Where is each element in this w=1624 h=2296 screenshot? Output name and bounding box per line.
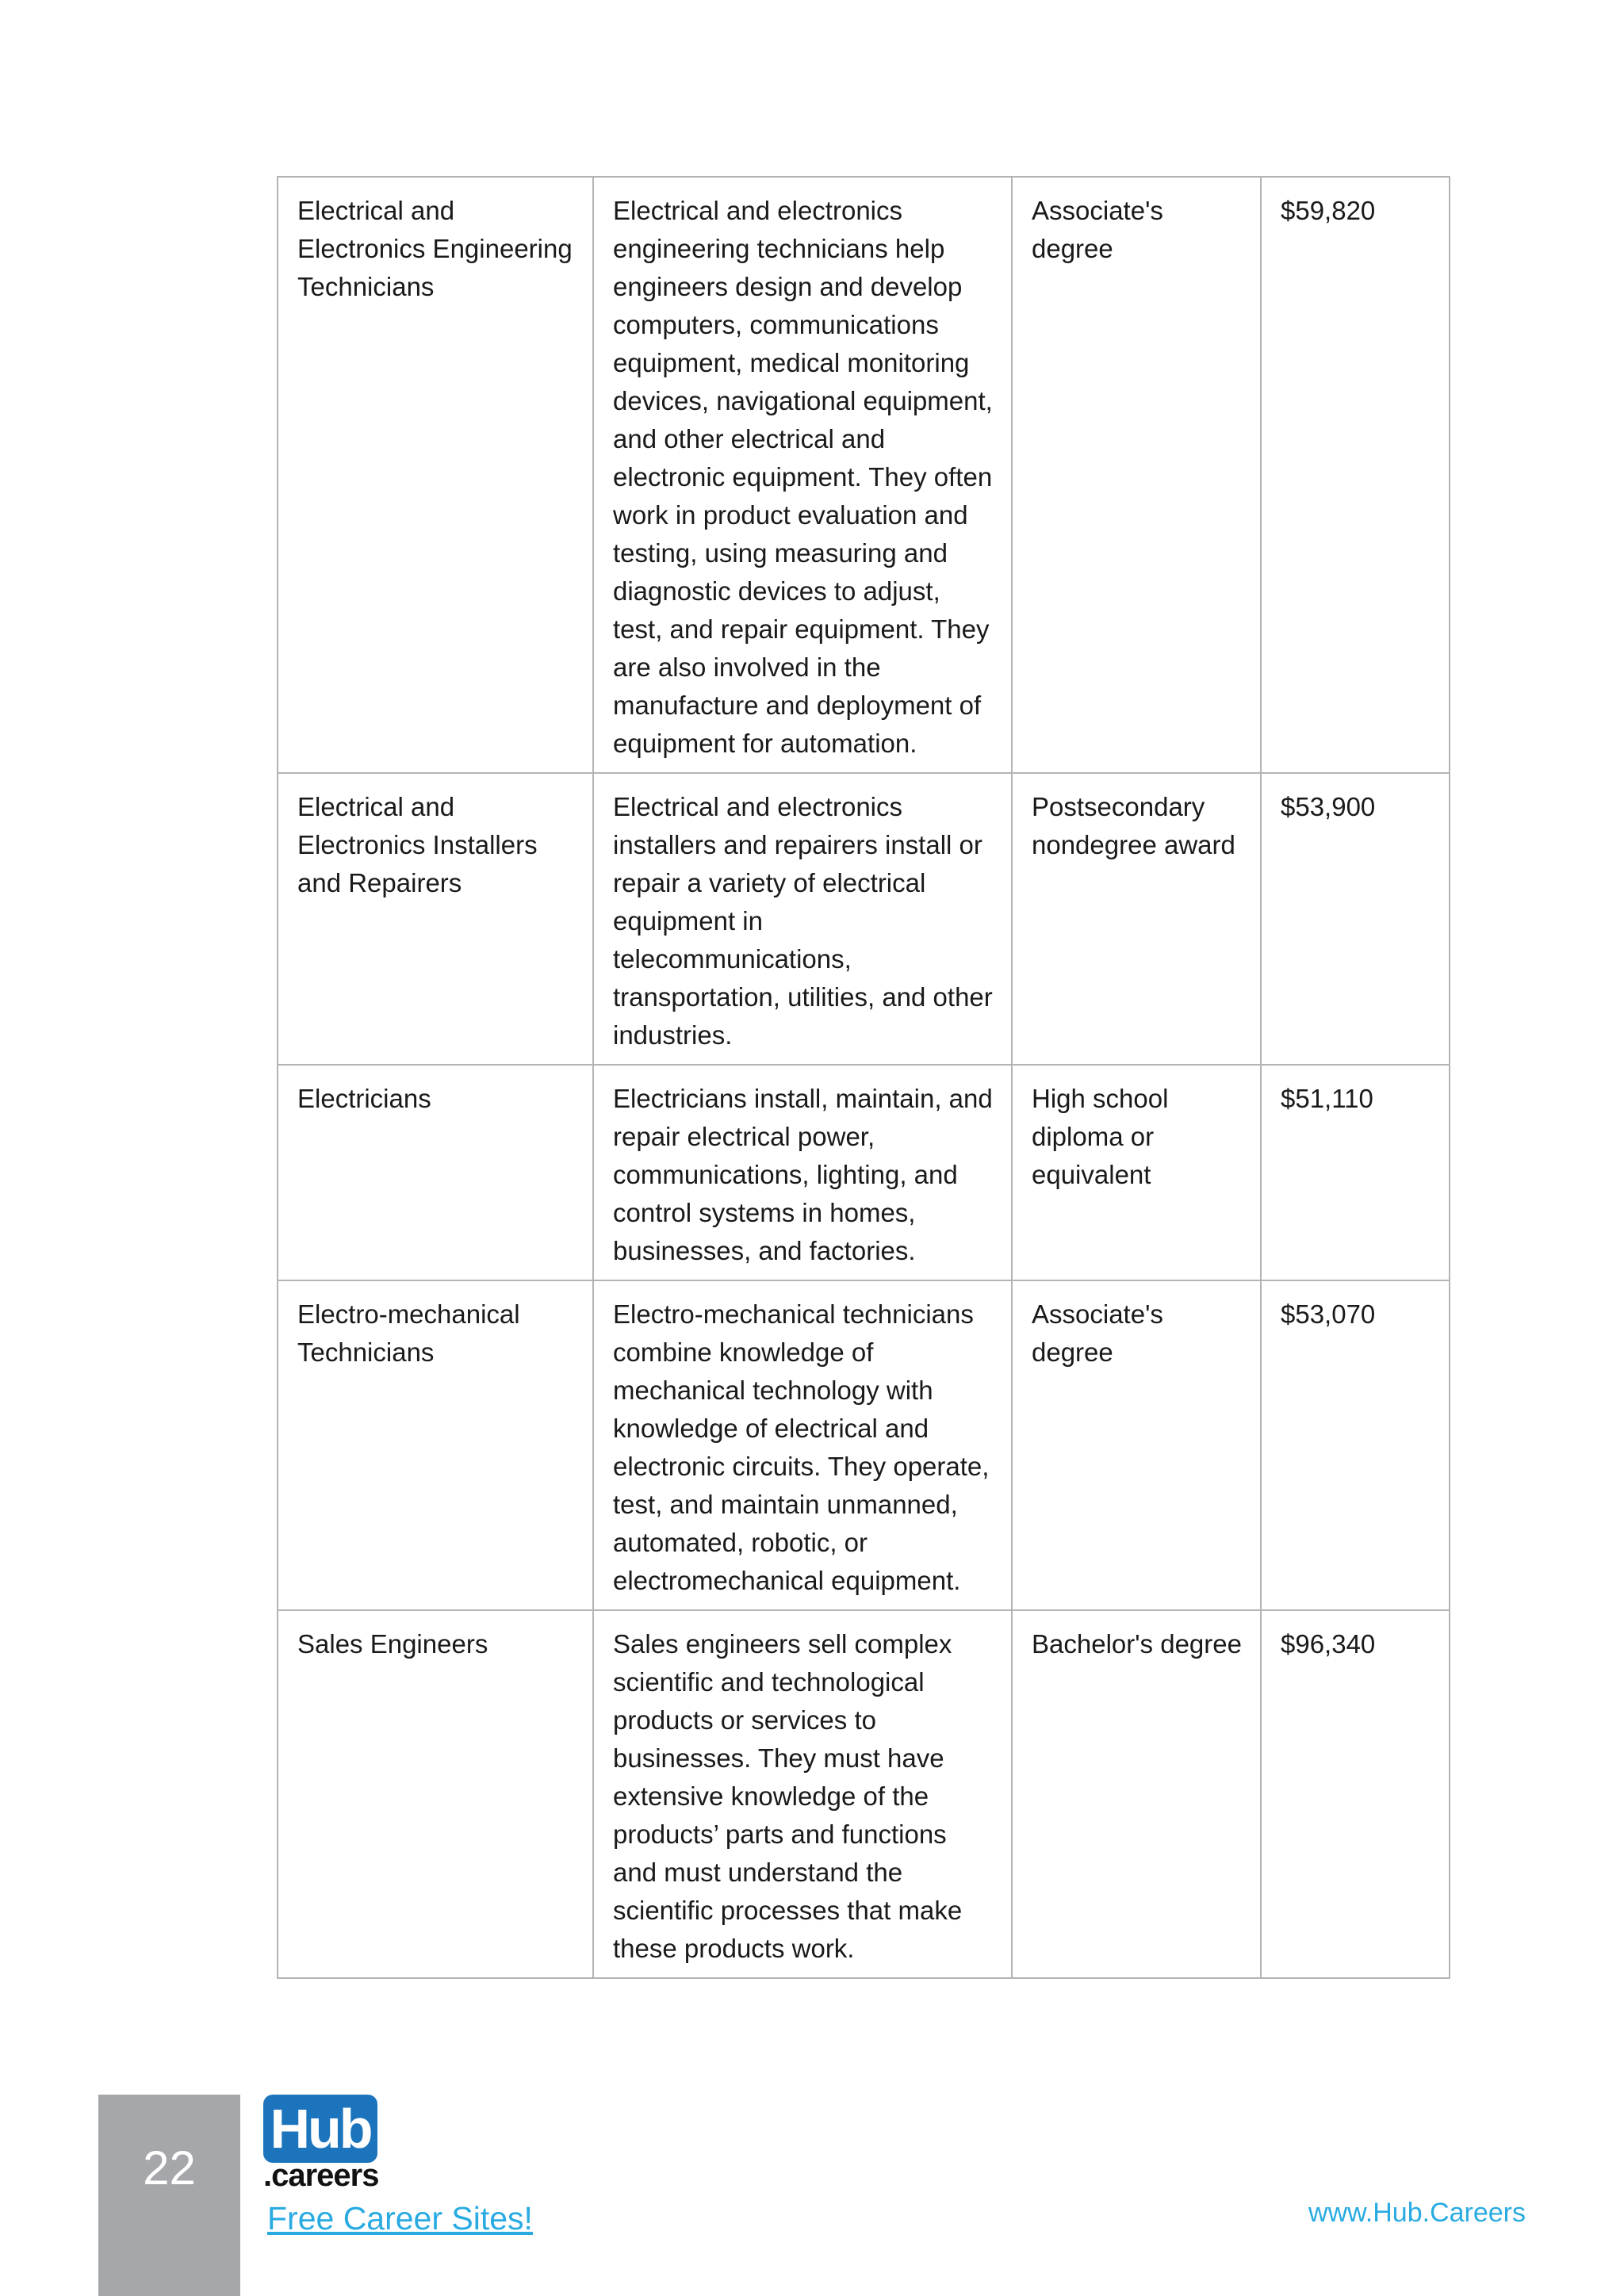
description-cell: Electrical and electronics engineering technicians help engineers design and develop computers, communications equipment, medical monitoring devices, navigational equipment, and other electrical and electronic equipment. They often work in product evaluation and testing, using measuring and diagnostic devices to adjust, test, and repair equipment. They are also involved in the manufacture and deployment of equipment for automation.	[593, 177, 1012, 773]
pay-cell: $53,070	[1261, 1280, 1450, 1610]
occupation-cell: Electrical and Electronics Installers and Repairers	[278, 773, 593, 1065]
table-row	[278, 1065, 1450, 1280]
table-row	[278, 1610, 1450, 1978]
page-number: 22	[143, 2141, 196, 2195]
education-cell: Associate's degree	[1012, 177, 1261, 773]
table-row	[278, 177, 1450, 773]
table-row	[278, 773, 1450, 1065]
careers-table	[277, 176, 1450, 1979]
education-cell: Postsecondary nondegree award	[1012, 773, 1261, 1065]
education-cell: High school diploma or equivalent	[1012, 1065, 1261, 1280]
hub-logo: Hub	[263, 2095, 377, 2163]
occupation-cell: Electricians	[278, 1065, 593, 1280]
pay-cell: $96,340	[1261, 1610, 1450, 1978]
description-cell: Electricians install, maintain, and repair electrical power, communications, lighting, and control systems in homes, businesses, and factories.	[593, 1065, 1012, 1280]
hub-logo-subtitle: .careers	[263, 2158, 379, 2193]
pay-cell: $53,900	[1261, 773, 1450, 1065]
education-cell: Associate's degree	[1012, 1280, 1261, 1610]
table-row	[278, 1280, 1450, 1610]
pay-cell: $59,820	[1261, 177, 1450, 773]
occupation-cell: Electro-mechanical Technicians	[278, 1280, 593, 1610]
free-career-sites-link[interactable]: Free Career Sites!	[267, 2200, 533, 2237]
page-number-bar	[98, 2095, 240, 2296]
occupation-cell: Electrical and Electronics Engineering Technicians	[278, 177, 593, 773]
footer-url: www.Hub.Careers	[1308, 2198, 1526, 2228]
occupation-cell: Sales Engineers	[278, 1610, 593, 1978]
description-cell: Electrical and electronics installers and repairers install or repair a variety of electrical equipment in telecommunications, transportation, utilities, and other industries.	[593, 773, 1012, 1065]
description-cell: Sales engineers sell complex scientific and technological products or services to businesses. They must have extensive knowledge of the products’ parts and functions and must understand the scientific processes that make these products work.	[593, 1610, 1012, 1978]
pay-cell: $51,110	[1261, 1065, 1450, 1280]
education-cell: Bachelor's degree	[1012, 1610, 1261, 1978]
description-cell: Electro-mechanical technicians combine knowledge of mechanical technology with knowledge of electrical and electronic circuits. They operate, test, and maintain unmanned, automated, robotic, or electromechanical equipment.	[593, 1280, 1012, 1610]
